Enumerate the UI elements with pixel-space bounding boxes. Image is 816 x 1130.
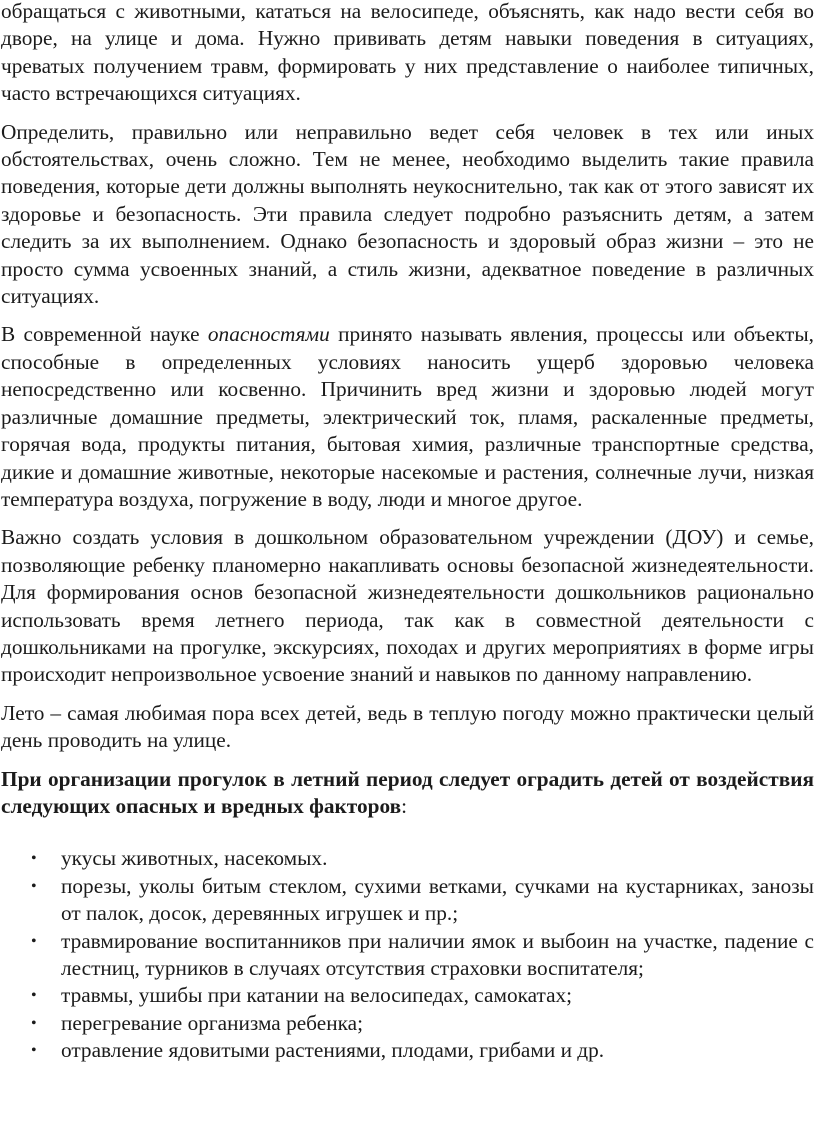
bullet-icon: • [31, 1014, 37, 1032]
list-item [31, 873, 814, 928]
list-item [31, 982, 814, 1009]
section-heading [1, 766, 814, 821]
list-item-text: перегревание организма ребенка; [61, 1010, 363, 1035]
section-heading-colon: : [401, 793, 408, 818]
bullet-icon: • [31, 987, 37, 1005]
hazard-list [1, 845, 814, 1064]
paragraph-rules: Определить, правильно или неправильно ведет себя человек в тех или иных обстоятельствах, очень сложно. Тем не менее, необходимо выделить такие правила поведения, которые дети должны выполнять неукоснительно, так как от этого зависят их здоровье и безопасность. Эти правила следует подробно разъяснить детям, а затем следить за их выполнением. Однако безопасность и здоровый образ жизни – это не просто сумма усвоенных знаний, а стиль жизни, адекватное поведение в различных ситуациях. [1, 119, 814, 309]
list-item [31, 1037, 814, 1064]
list-item [31, 845, 814, 872]
paragraph-dangers-rest: принято называть явления, процессы или объекты, способные в определенных условиях наносить ущерб здоровью человека непосредственно или косвенно. Причинить вред жизни и здоровью людей могут различные домашние предметы, электрический ток, пламя, раскаленные предметы, горячая вода, продукты питания, бытовая химия, различные транспортные средства, дикие и домашние животные, некоторые насекомые и растения, солнечные лучи, низкая температура воздуха, погружение в воду, люди и многое другое. [1, 322, 814, 511]
list-item-text: порезы, уколы битым стеклом, сухими ветками, сучками на кустарниках, занозы от палок, досок, деревянных игрушек и пр.; [61, 873, 814, 926]
list-item [31, 928, 814, 983]
list-item [31, 1010, 814, 1037]
emphasis-term: опасностями [207, 322, 330, 347]
section-heading-bold: При организации прогулок в летний период следует оградить детей от воздействия следующих опасных и вредных факторов [1, 766, 814, 818]
bullet-icon: • [31, 1042, 37, 1060]
list-item-text: травмирование воспитанников при наличии ямок и выбоин на участке, падение с лестниц, турников в случаях отсутствия страховки воспитателя; [61, 928, 814, 980]
paragraph-conditions: Важно создать условия в дошкольном образовательном учреждении (ДОУ) и семье, позволяющие ребенку планомерно накапливать основы безопасной жизнедеятельности. Для формирования основ безопасной жизнедеятельности дошкольников рационально использовать время летнего периода, так как в совместной деятельности с дошкольниками на прогулке, экскурсиях, походах и других мероприятиях в форме игры происходит непроизвольное усвоение знаний и навыков по данному направлению. [1, 525, 814, 687]
paragraph-summer: Лето – самая любимая пора всех детей, ведь в теплую погоду можно практически целый день проводить на улице. [1, 700, 814, 753]
paragraph-dangers-start: В современной науке [1, 322, 208, 347]
paragraph-intro: обращаться с животными, кататься на велосипеде, объяснять, как надо вести себя во дворе, на улице и дома. Нужно прививать детям навыки поведения в ситуациях, чреватых получением травм, формировать у них представление о наиболее типичных, часто встречающихся ситуациях. [1, 0, 814, 106]
bullet-icon: • [31, 932, 37, 950]
list-item-text: укусы животных, насекомых. [61, 846, 328, 871]
paragraph-dangers [1, 321, 814, 513]
bullet-icon: • [31, 877, 37, 895]
list-item-text: отравление ядовитыми растениями, плодами, грибами и др. [61, 1038, 605, 1063]
bullet-icon: • [31, 850, 37, 868]
list-item-text: травмы, ушибы при катании на велосипедах, самокатах; [61, 983, 573, 1008]
